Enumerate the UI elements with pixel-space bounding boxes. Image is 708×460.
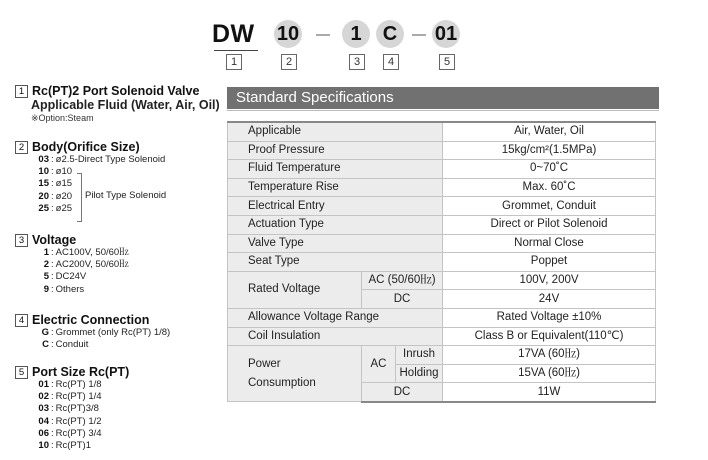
spec-label: Rated Voltage <box>228 271 362 308</box>
list-item: G : Grommet (only Rc(PT) 1/8) <box>41 327 171 338</box>
table-row <box>228 178 656 197</box>
code-dash <box>412 34 426 36</box>
spec-value: 17VA (60㎐) <box>443 346 656 365</box>
list-item: 03 : Rc(PT)3/8 <box>38 403 99 415</box>
spec-sublabel: Holding <box>396 364 443 383</box>
spec-value: Poppet <box>443 253 656 272</box>
code-connection: C <box>376 20 404 48</box>
spec-sublabel: Inrush <box>396 346 443 365</box>
table-row <box>228 346 656 365</box>
list-item: 15 : ø15 <box>38 178 73 190</box>
spec-value: 24V <box>443 290 656 309</box>
specs-title: Standard Specifications <box>227 87 659 109</box>
code-box-1: 1 <box>226 54 242 70</box>
list-item: 10 : Rc(PT)1 <box>38 440 92 452</box>
section-number: 2 <box>15 141 28 154</box>
code-box-2: 2 <box>281 54 297 70</box>
spec-label: Temperature Rise <box>228 178 443 197</box>
spec-label: Applicable <box>228 122 443 141</box>
table-row <box>228 122 656 141</box>
table-row <box>228 197 656 216</box>
pilot-type-label: Pilot Type Solenoid <box>85 190 167 201</box>
spec-value: Grommet, Conduit <box>443 197 656 216</box>
spec-value: Rated Voltage ±10% <box>443 308 656 327</box>
spec-label: Proof Pressure <box>228 141 443 160</box>
legend-section-5 <box>15 365 129 452</box>
section-number: 3 <box>15 234 28 247</box>
section-note: ※Option:Steam <box>31 113 94 123</box>
spec-value: 100V, 200V <box>443 271 656 290</box>
list-item: 06 : Rc(PT) 3/4 <box>38 427 102 439</box>
spec-value: Class B or Equivalent(110℃) <box>443 327 656 346</box>
section-title: Rc(PT)2 Port Solenoid Valve <box>32 84 200 98</box>
spec-value: Normal Close <box>443 234 656 253</box>
power-label-line2: Consumption <box>248 376 316 389</box>
spec-value: 15kg/cm²(1.5MPa) <box>443 141 656 160</box>
code-dash <box>316 34 330 36</box>
list-item: 01 : Rc(PT) 1/8 <box>38 379 102 390</box>
spec-value: 11W <box>443 383 656 402</box>
model-prefix: DW <box>212 20 255 48</box>
power-label-line1: Power <box>248 357 281 370</box>
legend-section-2 <box>15 140 165 215</box>
code-port: 01 <box>432 20 460 48</box>
legend-section-3 <box>15 233 129 296</box>
list-item: 1 : AC100V, 50/60㎐ <box>43 247 129 258</box>
spec-sublabel: AC <box>362 346 396 383</box>
spec-sublabel: AC (50/60㎐) <box>362 271 443 290</box>
spec-value: 0~70˚C <box>443 160 656 179</box>
legend-section-4 <box>15 313 170 351</box>
spec-label: Coil Insulation <box>228 327 443 346</box>
code-orifice: 10 <box>274 20 302 48</box>
spec-value: Max. 60˚C <box>443 178 656 197</box>
section-subtitle: Applicable Fluid (Water, Air, Oil) <box>31 98 220 112</box>
spec-sublabel: DC <box>362 383 443 402</box>
section-title: Port Size Rc(PT) <box>32 365 130 379</box>
pilot-brace <box>77 173 82 222</box>
table-row <box>228 253 656 272</box>
model-code <box>212 18 512 68</box>
spec-label: Electrical Entry <box>228 197 443 216</box>
table-row <box>228 234 656 253</box>
spec-label: Actuation Type <box>228 215 443 234</box>
code-box-4: 4 <box>383 54 399 70</box>
spec-table <box>227 121 656 403</box>
section-number: 1 <box>15 85 28 98</box>
table-row <box>228 160 656 179</box>
table-row <box>228 308 656 327</box>
section-number: 4 <box>15 314 28 327</box>
spec-value: Direct or Pilot Solenoid <box>443 215 656 234</box>
list-item: 9 : Others <box>43 283 85 295</box>
section-title: Electric Connection <box>32 313 150 327</box>
spec-value: 15VA (60㎐) <box>443 364 656 383</box>
code-box-5: 5 <box>439 54 455 70</box>
spec-label: Valve Type <box>228 234 443 253</box>
section-title: Body(Orifice Size) <box>32 140 140 154</box>
spec-label: Seat Type <box>228 253 443 272</box>
table-row <box>228 141 656 160</box>
list-item: 02 : Rc(PT) 1/4 <box>38 391 102 403</box>
spec-label: Allowance Voltage Range <box>228 308 443 327</box>
spec-value: Air, Water, Oil <box>443 122 656 141</box>
list-item: 10 : ø10 <box>38 166 73 178</box>
list-item: 03 : ø2.5-Direct Type Solenoid <box>38 154 166 165</box>
spec-label <box>228 346 362 402</box>
list-item: 25 : ø25 <box>38 202 73 214</box>
list-item: 5 : DC24V <box>43 271 87 283</box>
list-item: 04 : Rc(PT) 1/2 <box>38 415 102 427</box>
code-voltage: 1 <box>342 20 370 48</box>
section-number: 5 <box>15 366 28 379</box>
title-underline <box>227 110 659 111</box>
spec-sublabel: DC <box>362 290 443 309</box>
table-row <box>228 215 656 234</box>
legend-section-1 <box>15 84 220 124</box>
spec-label: Fluid Temperature <box>228 160 443 179</box>
table-row <box>228 271 656 290</box>
list-item: 2 : AC200V, 50/60㎐ <box>43 259 129 271</box>
section-title: Voltage <box>32 233 77 247</box>
table-row <box>228 327 656 346</box>
code-box-3: 3 <box>349 54 365 70</box>
list-item: 20 : ø20 <box>38 190 73 202</box>
list-item: C : Conduit <box>42 339 89 351</box>
prefix-underline <box>214 50 258 51</box>
